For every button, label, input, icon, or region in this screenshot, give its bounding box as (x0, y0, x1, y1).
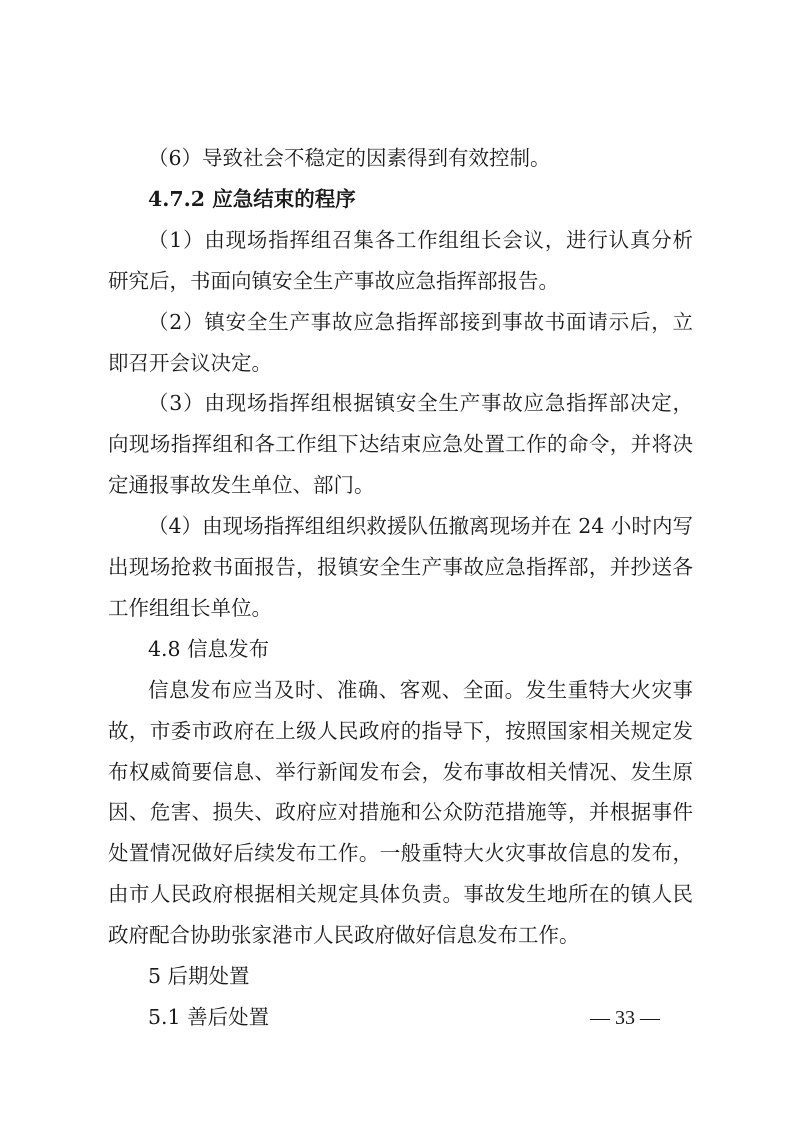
paragraph-line: 信息发布应当及时、准确、客观、全面。发生重特大火灾事 (148, 677, 693, 702)
paragraph-line: （4）由现场指挥组组织救援队伍撤离现场并在 24 小时内写 (148, 514, 693, 539)
paragraph-line: 处置情况做好后续发布工作。一般重特大火灾事故信息的发布， (108, 841, 693, 866)
section-heading-4-7-2: 4.7.2 应急结束的程序 (148, 186, 356, 211)
paragraph-line: 向现场指挥组和各工作组下达结束应急处置工作的命令，并将决 (108, 432, 693, 457)
section-heading-5: 5 后期处置 (148, 964, 250, 988)
paragraph-line: （6）导致社会不稳定的因素得到有效控制。 (148, 146, 551, 170)
paragraph-line: 工作组组长单位。 (108, 595, 272, 620)
paragraph-line: （1）由现场指挥组召集各工作组组长会议，进行认真分析 (148, 227, 693, 252)
paragraph-line: 由市人民政府根据相关规定具体负责。事故发生地所在的镇人民 (108, 882, 693, 907)
section-heading-5-1: 5.1 善后处置 (148, 1004, 270, 1029)
paragraph-line: 即召开会议决定。 (108, 350, 272, 375)
paragraph-line: （3）由现场指挥组根据镇安全生产事故应急指挥部决定， (148, 391, 693, 416)
paragraph-line: 政府配合协助张家港市人民政府做好信息发布工作。 (108, 923, 580, 948)
paragraph-line: 故，市委市政府在上级人民政府的指导下，按照国家相关规定发 (108, 718, 693, 743)
paragraph-line: 出现场抢救书面报告，报镇安全生产事故应急指挥部，并抄送各 (108, 555, 693, 579)
paragraph-line: 定通报事故发生单位、部门。 (108, 473, 375, 498)
section-heading-4-8: 4.8 信息发布 (148, 636, 270, 661)
paragraph-line: （2）镇安全生产事故应急指挥部接到事故书面请示后，立 (148, 309, 693, 334)
paragraph-line: 布权威简要信息、举行新闻发布会，发布事故相关情况、发生原 (108, 759, 693, 784)
paragraph-line: 因、危害、损失、政府应对措施和公众防范措施等，并根据事件 (108, 800, 693, 825)
page-number: — 33 — (590, 1007, 660, 1029)
paragraph-line: 研究后，书面向镇安全生产事故应急指挥部报告。 (108, 268, 559, 293)
